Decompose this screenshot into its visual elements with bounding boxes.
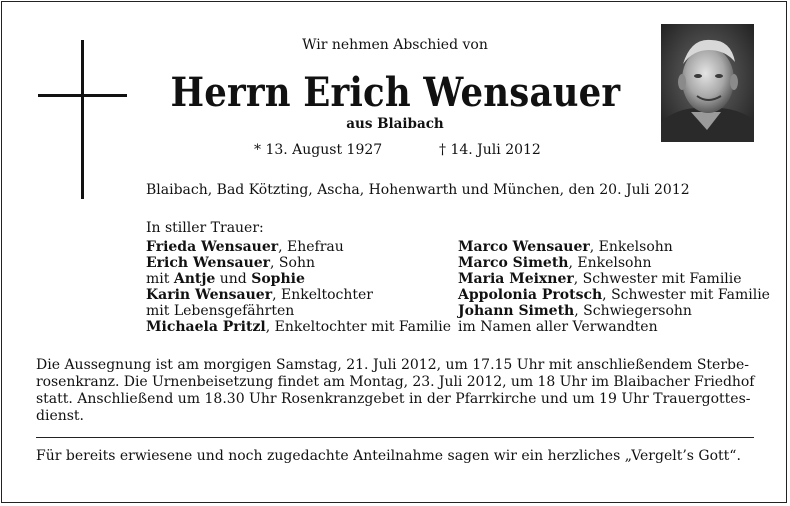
service-line: Die Aussegnung ist am morgigen Samstag, 21. Juli 2012, um 17.15 Uhr mit anschließendem Sterbe- [36,357,750,373]
place-and-date: Blaibach, Bad Kötzting, Ascha, Hohenwarth und München, den 20. Juli 2012 [146,182,690,198]
mourning-heading: In stiller Trauer: [146,220,264,236]
service-details [36,357,754,425]
mourner-line: Marco Wensauer, Enkelsohn [458,239,673,255]
mourner-line: im Namen aller Verwandten [458,319,658,335]
mourner-line: mit Antje und Sophie [146,271,305,287]
service-line: statt. Anschließend um 18.30 Uhr Rosenkranzgebet in der Pfarrkirche und um 19 Uhr Trauergottes- [36,391,751,407]
mourner-line: Appolonia Protsch, Schwester mit Familie [458,287,770,303]
farewell-intro: Wir nehmen Abschied von [302,37,488,53]
divider [36,437,754,438]
mourner-line: Karin Wensauer, Enkeltochter [146,287,373,303]
birth-date: * 13. August 1927 [254,142,383,158]
deceased-origin: aus Blaibach [346,116,444,132]
death-date: † 14. Juli 2012 [439,142,541,158]
mourners-right-column [458,239,770,335]
mourner-line: Johann Simeth, Schwiegersohn [458,303,692,319]
service-line: rosenkranz. Die Urnenbeisetzung findet am Montag, 23. Juli 2012, um 18 Uhr im Blaibacher Friedhof [36,374,755,390]
thanks-note: Für bereits erwiesene und noch zugedachte Anteilnahme sagen wir ein herzliches „Vergelt’s Gott“. [36,448,741,464]
mourner-line: Erich Wensauer, Sohn [146,255,315,271]
mourner-line: Frieda Wensauer, Ehefrau [146,239,344,255]
mourner-line: mit Lebensgefährten [146,303,295,319]
mourners-left-column [146,239,451,335]
deceased-name: Herrn Erich Wensauer [170,69,620,116]
mourner-line: Marco Simeth, Enkelsohn [458,255,652,271]
mourner-line: Michaela Pritzl, Enkeltochter mit Familie [146,319,451,335]
mourner-line: Maria Meixner, Schwester mit Familie [458,271,742,287]
service-line: dienst. [36,408,85,424]
